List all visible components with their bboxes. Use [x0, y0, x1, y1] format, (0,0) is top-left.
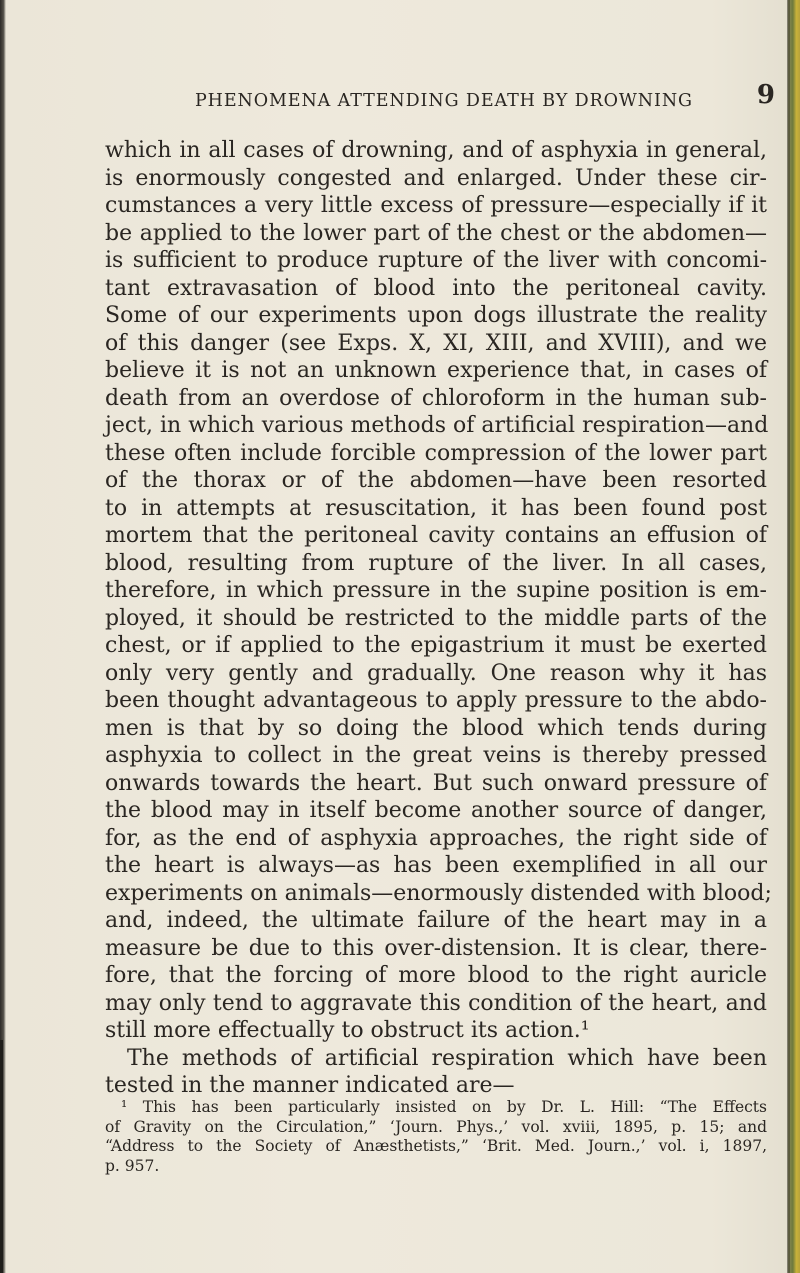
text-line: tested in the manner indicated are— — [105, 1073, 515, 1098]
text-line: asphyxia to collect in the great veins is thereby pressed — [105, 743, 767, 768]
footnote-line: of Gravity on the Circulation,” ‘Journ. Phys.,’ vol. xviii, 1895, p. 15; and — [105, 1117, 767, 1136]
text-line: is enormously congested and enlarged. Under these cir- — [105, 165, 767, 191]
text-line: still more effectually to obstruct its action.¹ — [105, 1018, 590, 1043]
text-line: and, indeed, the ultimate failure of the heart may in a — [105, 908, 767, 933]
text-line: measure be due to this over-distension. It is clear, there- — [105, 935, 767, 961]
footnote — [105, 1098, 767, 1176]
text-line: be applied to the lower part of the chest or the abdomen— — [105, 220, 767, 246]
text-line: blood, resulting from rupture of the liver. In all cases, — [105, 550, 767, 576]
text-line: believe it is not an unknown experience that, in cases of — [105, 358, 767, 383]
text-line: Some of our experiments upon dogs illustrate the reality — [105, 303, 767, 328]
text-line: been thought advantageous to apply pressure to the abdo- — [105, 688, 767, 713]
text-line: the heart is always—as has been exemplified in all our — [105, 853, 767, 878]
book-spine-shadow — [787, 0, 790, 1273]
text-line: ployed, it should be restricted to the middle parts of the — [105, 605, 767, 631]
text-line: the blood may in itself become another source of danger, — [105, 798, 767, 823]
text-line: experiments on animals—enormously distended with blood; — [105, 880, 772, 906]
body-text — [105, 137, 772, 1100]
text-line: chest, or if applied to the epigastrium it must be exerted — [105, 633, 767, 658]
text-line: is sufficient to produce rupture of the liver with concomi- — [105, 248, 767, 273]
text-line: ject, in which various methods of artificial respiration—and — [105, 413, 769, 438]
footnote-line: ¹ This has been particularly insisted on by Dr. L. Hill: “The Effects — [121, 1098, 767, 1116]
text-line: therefore, in which pressure in the supine position is em- — [105, 578, 767, 603]
page-number: 9 — [756, 80, 775, 110]
text-line: The methods of artificial respiration which have been — [127, 1045, 767, 1071]
text-line: only very gently and gradually. One reason why it has — [105, 660, 767, 686]
paragraph-2 — [105, 1045, 767, 1100]
paragraph-1 — [105, 137, 772, 1045]
text-line: men is that by so doing the blood which tends during — [105, 715, 767, 741]
text-line: for, as the end of asphyxia approaches, the right side of — [105, 825, 767, 851]
running-head: PHENOMENA ATTENDING DEATH BY DROWNING — [195, 91, 693, 111]
text-line: which in all cases of drowning, and of asphyxia in general, — [105, 138, 767, 163]
text-line: these often include forcible compression of the lower part — [105, 440, 767, 466]
text-line: onwards towards the heart. But such onward pressure of — [105, 770, 767, 796]
footnote-line: p. 957. — [105, 1156, 160, 1175]
text-line: mortem that the peritoneal cavity contains an effusion of — [105, 523, 767, 548]
text-line: of this danger (see Exps. X, XI, XIII, and XVIII), and we — [105, 330, 767, 356]
text-line: tant extravasation of blood into the peritoneal cavity. — [105, 275, 767, 301]
text-line: to in attempts at resuscitation, it has been found post — [105, 495, 767, 521]
text-line: may only tend to aggravate this condition of the heart, and — [105, 990, 767, 1016]
page-header — [195, 80, 775, 118]
footnote-line: “Address to the Society of Anæsthetists,” ‘Brit. Med. Journ.,’ vol. i, 1897, — [105, 1137, 767, 1155]
page-left-edge-strip — [0, 1040, 3, 1273]
text-line: fore, that the forcing of more blood to the right auricle — [105, 963, 767, 988]
text-line: cumstances a very little excess of pressure—especially if it — [105, 193, 767, 218]
text-line: death from an overdose of chloroform in the human sub- — [105, 385, 767, 411]
text-line: of the thorax or of the abdomen—have been resorted — [105, 468, 767, 493]
